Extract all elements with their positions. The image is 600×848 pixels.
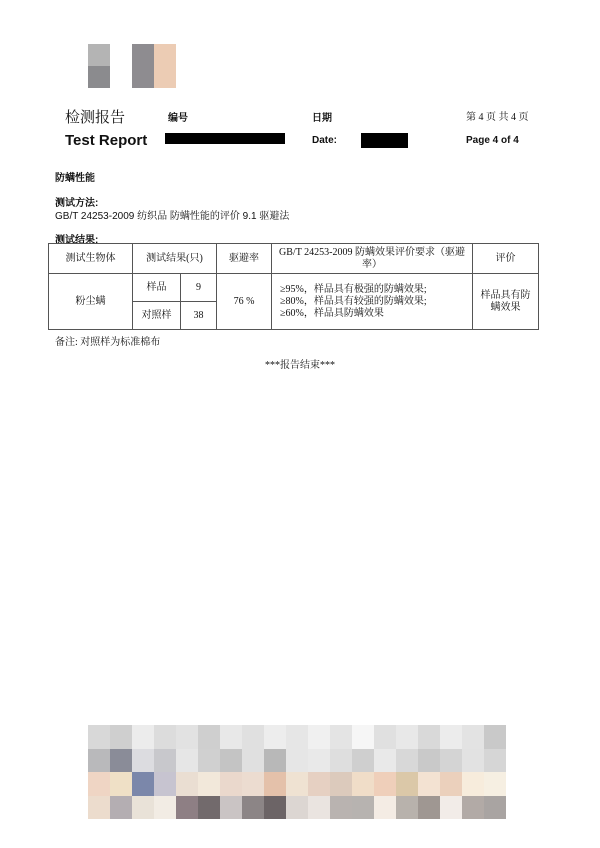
mosaic-tile bbox=[440, 772, 462, 796]
table-note: 备注: 对照样为标准棉布 bbox=[55, 337, 161, 348]
mosaic-tile bbox=[352, 749, 374, 773]
test-method-label: 测试方法: bbox=[55, 198, 99, 209]
organism-cell: 粉尘螨 bbox=[49, 274, 133, 330]
mosaic-tile bbox=[132, 749, 154, 773]
mosaic-tile bbox=[88, 725, 110, 749]
report-date-redaction bbox=[361, 133, 408, 148]
mosaic-tile bbox=[484, 772, 506, 796]
mosaic-tile bbox=[220, 772, 242, 796]
mosaic-tile bbox=[462, 772, 484, 796]
mosaic-tile bbox=[352, 725, 374, 749]
mosaic-tile bbox=[308, 749, 330, 773]
mosaic-tile bbox=[132, 772, 154, 796]
mosaic-tile bbox=[330, 772, 352, 796]
mosaic-tile bbox=[198, 749, 220, 773]
mosaic-tile bbox=[154, 772, 176, 796]
mosaic-tile bbox=[198, 772, 220, 796]
requirement-line: ≥80%，样品具有较强的防螨效果; bbox=[280, 295, 427, 307]
mosaic-tile bbox=[220, 725, 242, 749]
mosaic-tile bbox=[418, 772, 440, 796]
report-number-redaction bbox=[165, 133, 285, 144]
mosaic-tile bbox=[264, 725, 286, 749]
mosaic-tile bbox=[110, 749, 132, 773]
mosaic-tile bbox=[396, 725, 418, 749]
mosaic-tile bbox=[176, 725, 198, 749]
mosaic-tile bbox=[88, 749, 110, 773]
page-indicator-cn: 第 4 页 共 4 页 bbox=[466, 112, 529, 123]
mosaic-tile bbox=[374, 796, 396, 820]
mosaic-tile bbox=[418, 725, 440, 749]
mosaic-tile bbox=[110, 725, 132, 749]
report-date-label-en: Date: bbox=[312, 135, 338, 146]
mosaic-tile bbox=[286, 772, 308, 796]
mosaic-tile bbox=[132, 796, 154, 820]
mosaic-tile bbox=[176, 749, 198, 773]
mosaic-tile bbox=[308, 796, 330, 820]
sample-label-cell: 样品 bbox=[133, 274, 181, 302]
mosaic-tile bbox=[462, 796, 484, 820]
header-requirement: GB/T 24253-2009 防螨效果评价要求（驱避率） bbox=[272, 244, 473, 274]
mosaic-tile bbox=[396, 796, 418, 820]
mosaic-tile bbox=[242, 796, 264, 820]
mosaic-tile bbox=[88, 772, 110, 796]
report-title-en: Test Report bbox=[65, 132, 148, 149]
mosaic-tile bbox=[352, 796, 374, 820]
header-repellency: 驱避率 bbox=[217, 244, 272, 274]
mosaic-tile bbox=[374, 749, 396, 773]
report-date-label-cn: 日期 bbox=[312, 113, 332, 124]
test-results-label: 测试结果: bbox=[55, 235, 99, 246]
mosaic-tile bbox=[264, 796, 286, 820]
header-result: 测试结果(只) bbox=[133, 244, 217, 274]
page-indicator-en: Page 4 of 4 bbox=[466, 135, 519, 146]
mosaic-tile bbox=[396, 749, 418, 773]
mosaic-tile bbox=[484, 725, 506, 749]
mosaic-tile bbox=[132, 725, 154, 749]
mosaic-tile bbox=[396, 772, 418, 796]
control-label-cell: 对照样 bbox=[133, 302, 181, 330]
logo-block-4 bbox=[154, 44, 176, 88]
pixelated-stamp-region bbox=[88, 725, 506, 819]
mosaic-tile bbox=[198, 796, 220, 820]
requirement-cell bbox=[272, 274, 473, 330]
mosaic-tile bbox=[198, 725, 220, 749]
mosaic-tile bbox=[418, 749, 440, 773]
header-evaluation: 评价 bbox=[473, 244, 539, 274]
mosaic-tile bbox=[264, 749, 286, 773]
mosaic-tile bbox=[154, 725, 176, 749]
mosaic-tile bbox=[374, 725, 396, 749]
mosaic-tile bbox=[440, 725, 462, 749]
mosaic-tile bbox=[308, 772, 330, 796]
mosaic-tile bbox=[110, 772, 132, 796]
mosaic-tile bbox=[220, 796, 242, 820]
mosaic-tile bbox=[220, 749, 242, 773]
mosaic-tile bbox=[418, 796, 440, 820]
logo-block-3 bbox=[132, 44, 154, 88]
mosaic-tile bbox=[286, 796, 308, 820]
mosaic-tile bbox=[242, 749, 264, 773]
evaluation-cell: 样品具有防螨效果 bbox=[473, 274, 539, 330]
mosaic-tile bbox=[440, 749, 462, 773]
test-method-text: GB/T 24253-2009 纺织品 防螨性能的评价 9.1 驱避法 bbox=[55, 211, 290, 222]
mosaic-tile bbox=[330, 796, 352, 820]
mosaic-tile bbox=[462, 749, 484, 773]
requirement-line: ≥60%，样品具防螨效果 bbox=[280, 307, 384, 319]
mosaic-tile bbox=[308, 725, 330, 749]
mosaic-tile bbox=[110, 796, 132, 820]
logo-block-2 bbox=[88, 66, 110, 88]
mosaic-tile bbox=[374, 772, 396, 796]
mosaic-tile bbox=[242, 772, 264, 796]
control-value-cell: 38 bbox=[181, 302, 217, 330]
logo-block-1 bbox=[88, 44, 110, 66]
report-number-label-cn: 编号 bbox=[168, 113, 188, 124]
mosaic-tile bbox=[176, 796, 198, 820]
mosaic-tile bbox=[88, 796, 110, 820]
mosaic-tile bbox=[154, 749, 176, 773]
mosaic-tile bbox=[330, 725, 352, 749]
mosaic-tile bbox=[440, 796, 462, 820]
mosaic-tile bbox=[286, 749, 308, 773]
mosaic-tile bbox=[264, 772, 286, 796]
mosaic-tile bbox=[352, 772, 374, 796]
header-organism: 测试生物体 bbox=[49, 244, 133, 274]
mosaic-tile bbox=[242, 725, 264, 749]
mosaic-tile bbox=[484, 796, 506, 820]
table-row bbox=[49, 274, 539, 302]
mosaic-tile bbox=[330, 749, 352, 773]
mosaic-tile bbox=[176, 772, 198, 796]
requirement-line: ≥95%，样品具有极强的防螨效果; bbox=[280, 283, 427, 295]
mosaic-tile bbox=[462, 725, 484, 749]
mosaic-tile bbox=[484, 749, 506, 773]
table-header-row bbox=[49, 244, 539, 274]
report-title-cn: 检测报告 bbox=[65, 110, 126, 126]
report-end-marker: ***报告结束*** bbox=[265, 360, 335, 371]
results-table bbox=[48, 243, 539, 330]
mosaic-tile bbox=[154, 796, 176, 820]
section-title: 防螨性能 bbox=[55, 173, 95, 184]
sample-value-cell: 9 bbox=[181, 274, 217, 302]
repellency-value-cell: 76 % bbox=[217, 274, 272, 330]
mosaic-tile bbox=[286, 725, 308, 749]
